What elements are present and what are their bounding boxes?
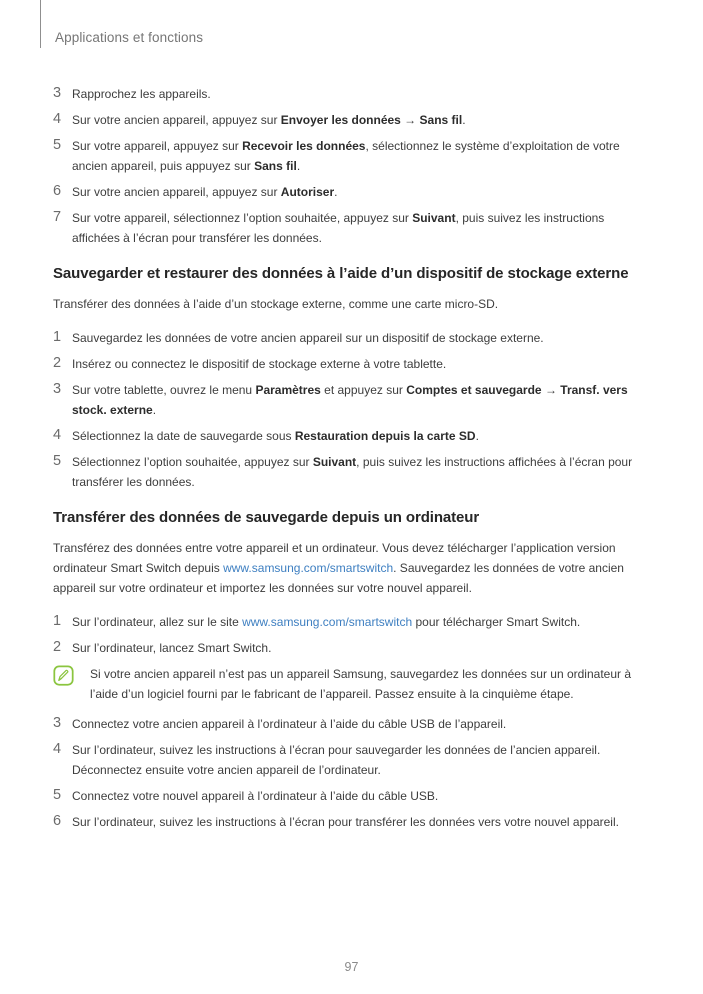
text-segment: . [152,403,157,417]
text-segment: Paramètres [255,383,321,397]
note-text [90,664,649,704]
list-item-number: 4 [53,427,62,443]
numbered-list [53,328,649,492]
text-segment: Rapprochez les appareils. [72,87,211,101]
list-item-text [72,740,649,780]
text-segment: Autoriser [280,185,335,199]
text-segment: Comptes et sauvegarde [406,383,542,397]
list-item-text [72,84,649,104]
text-segment: Transférer des données à l’aide d’un stockage externe, comme une carte micro-SD. [53,297,499,311]
list-item-text [72,786,649,806]
text-segment: Sur votre appareil, appuyez sur [72,139,243,153]
list-item-number: 7 [53,209,62,225]
text-segment: pour télécharger Smart Switch. [412,615,581,629]
list-item-text [72,208,649,248]
text-segment: . [462,113,466,127]
text-segment: Recevoir les données [242,139,366,153]
text-segment: Sur l’ordinateur, allez sur le site [72,615,243,629]
list-item-text [72,354,649,374]
list-item [53,208,649,248]
list-item-number: 1 [53,329,62,345]
list-item-number: 4 [53,741,62,757]
text-segment: , puis suivez les instructions affichées à l’écran pour transférer les données. [72,211,605,245]
text-segment: . [296,159,301,173]
list-item [53,740,649,780]
note [53,664,649,704]
link[interactable]: www.samsung.com/smartswitch [223,561,394,575]
section-heading: Transférer des données de sauvegarde depuis un ordinateur [53,509,480,526]
list-item-text [72,452,649,492]
list-item-text [72,380,649,420]
text-segment: Connectez votre nouvel appareil à l’ordinateur à l’aide du câble USB. [72,789,439,803]
list-item-number: 2 [53,355,62,371]
list-item [53,380,649,420]
list-item-text [72,182,649,202]
text-segment: Sur l’ordinateur, lancez Smart Switch. [72,641,272,655]
text-segment: Sélectionnez l’option souhaitée, appuyez sur [72,455,313,469]
page-number: 97 [344,960,359,974]
page-footer [0,960,703,974]
text-segment: et appuyez sur [320,383,407,397]
text-segment: . [334,185,338,199]
list-item [53,714,649,734]
text-segment: Sans fil [419,113,463,127]
list-item-text [72,638,649,658]
text-segment: → [400,113,420,127]
list-item-number: 1 [53,613,62,629]
list-item-number: 4 [53,111,62,127]
list-item [53,136,649,176]
text-segment: Sur votre appareil, sélectionnez l’option souhaitée, appuyez sur [72,211,413,225]
numbered-list [53,612,649,832]
list-item-number: 3 [53,85,62,101]
list-item-number: 6 [53,813,62,829]
text-segment: Restauration depuis la carte SD [294,429,476,443]
paragraph [53,294,649,314]
text-segment: , puis suivez les instructions affichées à l’écran pour transférer les données. [72,455,633,489]
list-item-number: 6 [53,183,62,199]
list-item-number: 2 [53,639,62,655]
text-segment: Sur votre ancien appareil, appuyez sur [72,113,281,127]
list-item [53,354,649,374]
list-item-number: 5 [53,787,62,803]
list-item-text [72,714,649,734]
chapter-title: Applications et fonctions [55,30,204,45]
text-segment: , sélectionnez le système d’exploitation de votre ancien appareil, puis appuyez sur [72,139,620,173]
running-header [40,0,203,48]
list-item [53,638,649,658]
text-segment: → [541,383,561,397]
list-item [53,786,649,806]
text-segment: Transférez des données entre votre appareil et un ordinateur. Vous devez télécharger l’application version ordinateur Smart Switch depuis [53,541,616,575]
text-segment: Sauvegardez les données de votre ancien appareil sur un dispositif de stockage externe. [72,331,544,345]
list-item [53,328,649,348]
list-item [53,110,649,130]
text-segment: Si votre ancien appareil n’est pas un appareil Samsung, sauvegardez les données sur un ordinateur à l’aide d’un logiciel fourni par le fabricant de l’appareil. Passez ensuite à la cinquième étape. [90,667,632,701]
paragraph [53,538,649,598]
text-segment: Sur votre ancien appareil, appuyez sur [72,185,281,199]
text-segment: Transf. vers stock. externe [72,383,628,417]
text-segment: Sans fil [254,159,297,173]
list-item-text [72,612,649,632]
content [53,84,649,838]
list-item-text [72,426,649,446]
list-item [53,452,649,492]
numbered-list [53,84,649,248]
text-segment: Sur l’ordinateur, suivez les instructions à l’écran pour sauvegarder les données de l’ancien appareil. Déconnectez ensuite votre ancien appareil de l’ordinateur. [72,743,601,777]
text-segment: . Sauvegardez les données de votre ancien appareil sur votre ordinateur et importez les données sur votre nouvel appareil. [53,561,624,595]
text-segment: Suivant [312,455,357,469]
list-item-text [72,136,649,176]
text-segment: Connectez votre ancien appareil à l’ordinateur à l’aide du câble USB de l’appareil. [72,717,507,731]
pencil-note-icon [53,664,74,704]
list-item [53,84,649,104]
text-segment: . [475,429,479,443]
list-item-text [72,812,649,832]
list-item [53,426,649,446]
list-item-text [72,328,649,348]
link[interactable]: www.samsung.com/smartswitch [242,615,413,629]
text-segment: Insérez ou connectez le dispositif de stockage externe à votre tablette. [72,357,447,371]
list-item-number: 3 [53,381,62,397]
list-item [53,182,649,202]
section-heading: Sauvegarder et restaurer des données à l’aide d’un dispositif de stockage externe [53,265,629,282]
text-segment: Sélectionnez la date de sauvegarde sous [72,429,295,443]
text-segment: Sur l’ordinateur, suivez les instructions à l’écran pour transférer les données vers votre nouvel appareil. [72,815,619,829]
list-item [53,612,649,632]
text-segment: Envoyer les données [280,113,401,127]
list-item-number: 5 [53,453,62,469]
text-segment: Suivant [412,211,456,225]
text-segment: Sur votre tablette, ouvrez le menu [72,383,256,397]
list-item-number: 3 [53,715,62,731]
list-item-number: 5 [53,137,62,153]
list-item-text [72,110,649,130]
list-item [53,812,649,832]
